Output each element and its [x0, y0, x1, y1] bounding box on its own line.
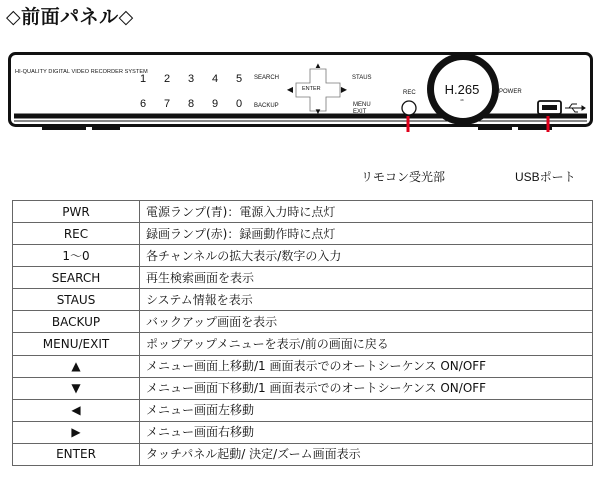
rec-label: REC	[403, 90, 416, 96]
nav-right-button[interactable]: ▶	[340, 85, 348, 94]
usb-port-callout: USBポート	[515, 170, 576, 184]
table-key: ◀	[13, 399, 140, 421]
menu-button[interactable]: MENU	[353, 102, 371, 108]
table-key: ▲	[13, 355, 140, 377]
button-6[interactable]: 6	[139, 98, 147, 110]
table-key: SEARCH	[13, 267, 140, 289]
table-desc: バックアップ画面を表示	[140, 311, 593, 333]
nav-up-button[interactable]: ▲	[314, 61, 322, 70]
nav-down-button[interactable]: ▼	[314, 107, 322, 116]
table-row	[13, 377, 593, 399]
table-row	[13, 421, 593, 443]
table-row	[13, 333, 593, 355]
rec-led	[402, 101, 416, 115]
table-row	[13, 267, 593, 289]
table-row	[13, 245, 593, 267]
button-4[interactable]: 4	[211, 73, 219, 85]
remote-receiver-callout: リモコン受光部	[361, 170, 446, 184]
enter-button[interactable]: ENTER	[302, 86, 321, 92]
button-2[interactable]: 2	[163, 73, 171, 85]
table-desc: メニュー画面右移動	[140, 421, 593, 443]
table-row	[13, 443, 593, 465]
dvr-front-panel	[8, 52, 593, 132]
table-row	[13, 355, 593, 377]
codec-label: H.265	[444, 82, 480, 97]
table-desc: メニュー画面左移動	[140, 399, 593, 421]
table-desc: メニュー画面上移動/1 画面表示でのオートシーケンス ON/OFF	[140, 355, 593, 377]
table-key: MENU/EXIT	[13, 333, 140, 355]
table-key: PWR	[13, 201, 140, 223]
backup-button[interactable]: BACKUP	[254, 103, 279, 109]
button-5[interactable]: 5	[235, 73, 243, 85]
system-name-label: HI-QUALITY DIGITAL VIDEO RECORDER SYSTEM	[15, 69, 148, 75]
exit-button[interactable]: EXIT	[353, 109, 367, 115]
power-label: POWER	[499, 89, 522, 95]
button-8[interactable]: 8	[187, 98, 195, 110]
table-key: ENTER	[13, 443, 140, 465]
table-desc: 各チャンネルの拡大表示/数字の入力	[140, 245, 593, 267]
button-7[interactable]: 7	[163, 98, 171, 110]
table-desc: 電源ランプ(青)：電源入力時に点灯	[140, 201, 593, 223]
table-desc: システム情報を表示	[140, 289, 593, 311]
table-key: REC	[13, 223, 140, 245]
table-key: ▼	[13, 377, 140, 399]
button-9[interactable]: 9	[211, 98, 219, 110]
table-row	[13, 399, 593, 421]
search-button[interactable]: SEARCH	[254, 75, 280, 81]
function-table	[12, 200, 593, 466]
table-row	[13, 311, 593, 333]
table-row	[13, 201, 593, 223]
table-row	[13, 223, 593, 245]
table-row	[13, 289, 593, 311]
nav-left-button[interactable]: ◀	[286, 85, 294, 94]
table-desc: 再生検索画面を表示	[140, 267, 593, 289]
table-key: BACKUP	[13, 311, 140, 333]
table-desc: ポップアップメニューを表示/前の画面に戻る	[140, 333, 593, 355]
staus-button[interactable]: STAUS	[352, 75, 372, 81]
button-3[interactable]: 3	[187, 73, 195, 85]
page-title: ◇前面パネル◇	[6, 6, 134, 28]
button-1[interactable]: 1	[139, 73, 147, 85]
table-desc: タッチパネル起動/ 決定/ズーム画面表示	[140, 443, 593, 465]
table-desc: 録画ランプ(赤)：録画動作時に点灯	[140, 223, 593, 245]
table-key: STAUS	[13, 289, 140, 311]
codec-sub-label: 4K	[460, 98, 464, 102]
button-0[interactable]: 0	[235, 98, 243, 110]
table-desc: メニュー画面下移動/1 画面表示でのオートシーケンス ON/OFF	[140, 377, 593, 399]
table-key: ▶	[13, 421, 140, 443]
table-key: 1～0	[13, 245, 140, 267]
